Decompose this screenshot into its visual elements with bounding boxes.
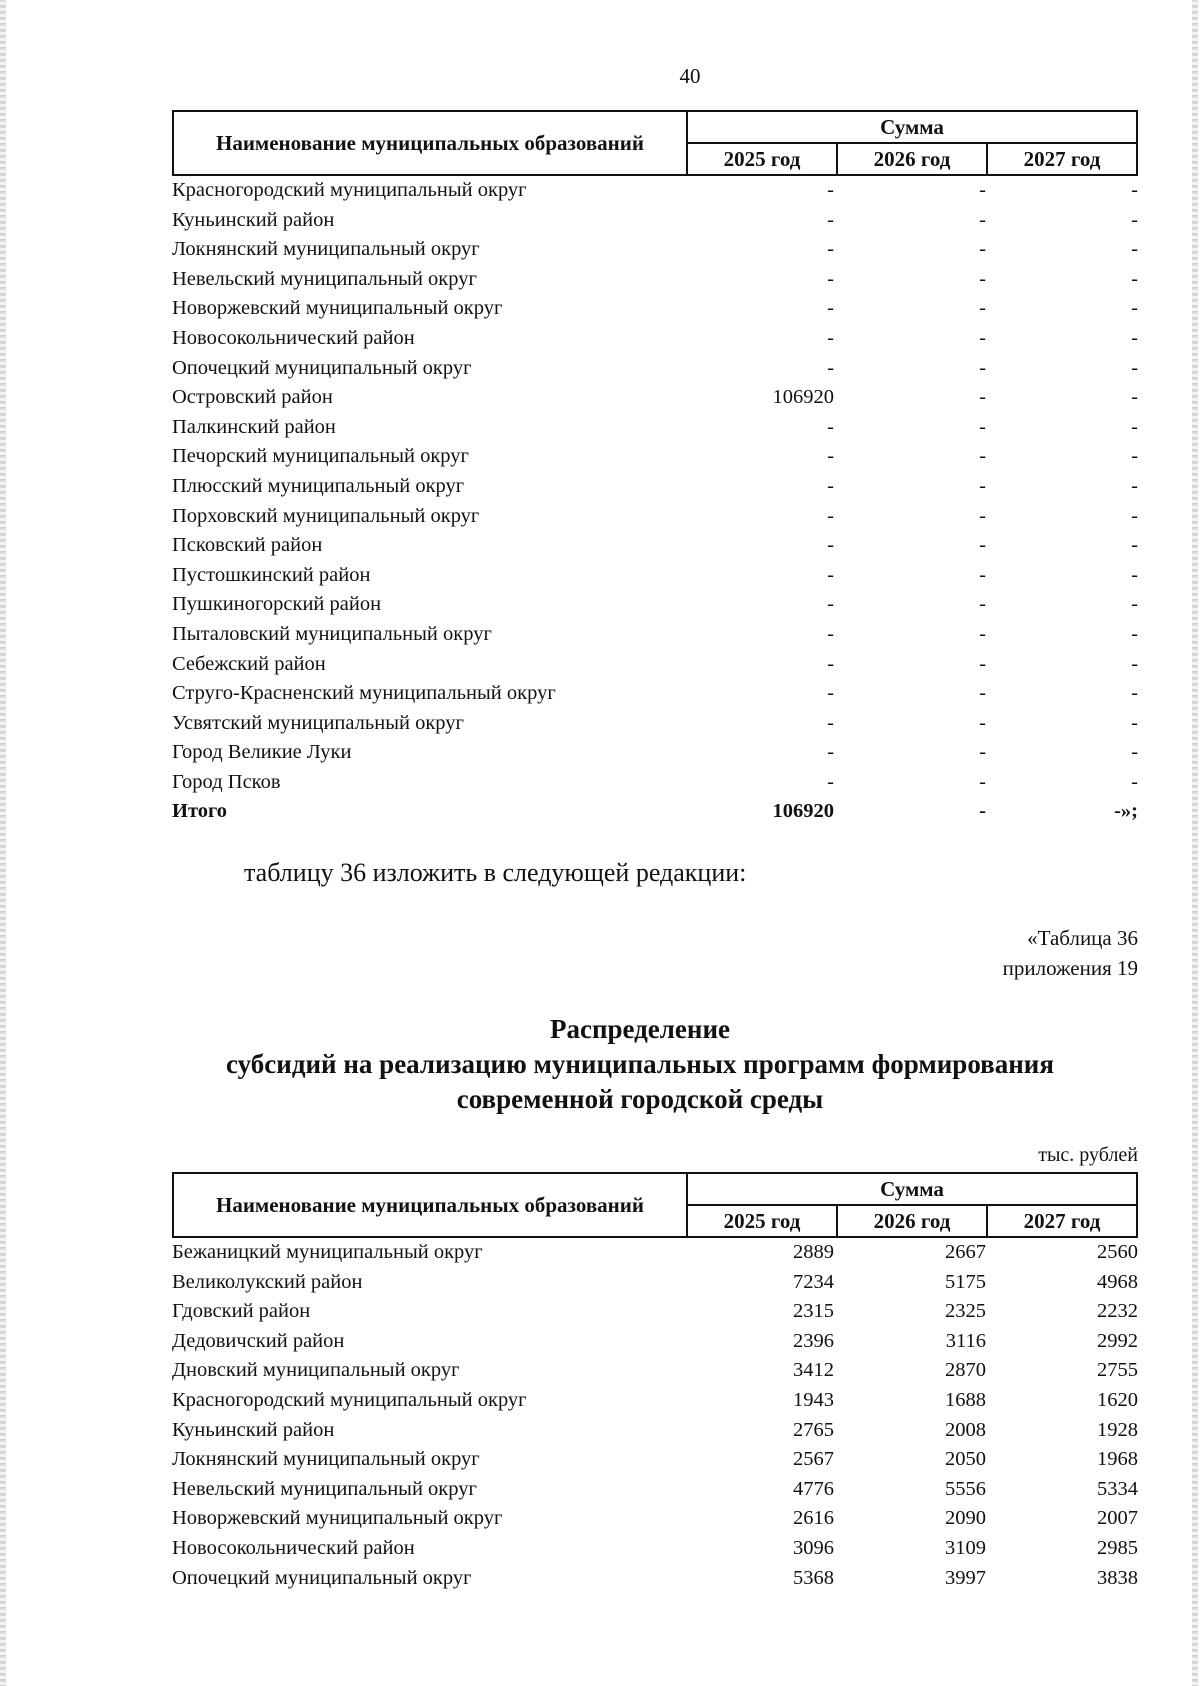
row-value-2027: - xyxy=(1131,356,1138,379)
row-value-2026: - xyxy=(979,474,986,497)
row-value-2026: 2090 xyxy=(945,1507,986,1530)
row-value-2027: - xyxy=(1131,297,1138,320)
total-2027: -»; xyxy=(1114,800,1138,823)
row-value-2027: 2992 xyxy=(1097,1329,1138,1352)
scan-edge-left xyxy=(0,0,6,1686)
row-value-2025: - xyxy=(827,326,834,349)
row-name: Невельский муниципальный округ xyxy=(172,267,477,290)
row-value-2025: 3412 xyxy=(793,1359,834,1382)
table-1-total-row xyxy=(172,797,1138,827)
header-years xyxy=(688,1206,1136,1236)
row-value-2027: - xyxy=(1131,386,1138,409)
row-name: Гдовский район xyxy=(172,1300,311,1323)
row-value-2027: 1928 xyxy=(1097,1418,1138,1441)
table-row xyxy=(172,383,1138,413)
row-value-2025: - xyxy=(827,563,834,586)
row-value-2025: 3096 xyxy=(793,1536,834,1559)
row-value-2027: 5334 xyxy=(1097,1477,1138,1500)
row-name: Себежский район xyxy=(172,652,326,675)
row-value-2026: - xyxy=(979,267,986,290)
table-row xyxy=(172,650,1138,680)
row-value-2027: - xyxy=(1131,445,1138,468)
row-name: Дедовичский район xyxy=(172,1329,345,1352)
row-name: Город Псков xyxy=(172,770,281,793)
row-value-2027: - xyxy=(1131,652,1138,675)
table-row xyxy=(172,1534,1138,1564)
row-value-2026: - xyxy=(979,386,986,409)
row-value-2025: - xyxy=(827,711,834,734)
row-value-2027: - xyxy=(1131,682,1138,705)
row-value-2025: - xyxy=(827,741,834,764)
row-name: Новосокольнический район xyxy=(172,1536,415,1559)
table-row xyxy=(172,472,1138,502)
row-value-2027: - xyxy=(1131,208,1138,231)
table-row xyxy=(172,176,1138,206)
row-value-2026: 2050 xyxy=(945,1448,986,1471)
row-value-2026: 3116 xyxy=(945,1329,986,1352)
row-value-2025: - xyxy=(827,445,834,468)
row-name: Струго-Красненский муниципальный округ xyxy=(172,682,556,705)
row-value-2026: - xyxy=(979,652,986,675)
table-2 xyxy=(172,1172,1138,1593)
table-row xyxy=(172,442,1138,472)
table-1 xyxy=(172,110,1138,827)
row-value-2025: - xyxy=(827,267,834,290)
row-value-2027: 1968 xyxy=(1097,1448,1138,1471)
table-row xyxy=(172,1268,1138,1298)
row-value-2027: - xyxy=(1131,267,1138,290)
row-name: Печорский муниципальный округ xyxy=(172,445,469,468)
row-value-2025: - xyxy=(827,297,834,320)
scan-edge-right xyxy=(1192,0,1198,1686)
row-value-2026: - xyxy=(979,415,986,438)
row-name: Новоржевский муниципальный округ xyxy=(172,1507,503,1530)
row-value-2026: - xyxy=(979,356,986,379)
row-value-2027: 2007 xyxy=(1097,1507,1138,1530)
row-value-2027: - xyxy=(1131,474,1138,497)
row-value-2027: - xyxy=(1131,326,1138,349)
row-value-2025: 2889 xyxy=(793,1241,834,1263)
row-value-2025: - xyxy=(827,534,834,557)
table-row xyxy=(172,590,1138,620)
row-value-2026: - xyxy=(979,297,986,320)
row-value-2026: 2667 xyxy=(945,1241,986,1263)
row-value-2026: - xyxy=(979,208,986,231)
row-value-2027: 4968 xyxy=(1097,1270,1138,1293)
header-name-column: Наименование муниципальных образований xyxy=(174,112,688,174)
row-value-2025: 5368 xyxy=(793,1566,834,1589)
row-value-2025: 4776 xyxy=(793,1477,834,1500)
row-value-2027: - xyxy=(1131,770,1138,793)
table-row xyxy=(172,1297,1138,1327)
row-value-2026: 5175 xyxy=(945,1270,986,1293)
row-value-2026: - xyxy=(979,445,986,468)
row-name: Куньинский район xyxy=(172,208,335,231)
row-name: Пустошкинский район xyxy=(172,563,371,586)
row-name: Палкинский район xyxy=(172,415,336,438)
header-sum-column: Сумма xyxy=(688,1174,1136,1206)
row-value-2026: 2870 xyxy=(945,1359,986,1382)
table-row xyxy=(172,531,1138,561)
row-value-2026: - xyxy=(979,179,986,201)
table-ref-line2: приложения 19 xyxy=(1002,956,1138,980)
row-value-2025: - xyxy=(827,415,834,438)
row-name: Пыталовский муниципальный округ xyxy=(172,622,492,645)
table-row xyxy=(172,709,1138,739)
total-2026: - xyxy=(979,800,986,823)
table-row xyxy=(172,768,1138,798)
row-value-2027: 2985 xyxy=(1097,1536,1138,1559)
row-value-2027: - xyxy=(1131,711,1138,734)
row-value-2026: 2008 xyxy=(945,1418,986,1441)
row-name: Новоржевский муниципальный округ xyxy=(172,297,503,320)
row-value-2025: - xyxy=(827,652,834,675)
table-1-header xyxy=(172,110,1138,176)
row-value-2026: 1688 xyxy=(945,1388,986,1411)
table-row xyxy=(172,1475,1138,1505)
row-value-2027: - xyxy=(1131,534,1138,557)
row-value-2026: - xyxy=(979,563,986,586)
row-value-2025: - xyxy=(827,356,834,379)
table-row xyxy=(172,1564,1138,1594)
row-value-2025: 2315 xyxy=(793,1300,834,1323)
total-2025: 106920 xyxy=(772,800,834,823)
row-name: Опочецкий муниципальный округ xyxy=(172,356,472,379)
row-value-2025: - xyxy=(827,682,834,705)
row-value-2026: 3997 xyxy=(945,1566,986,1589)
row-value-2027: - xyxy=(1131,415,1138,438)
row-name: Дновский муниципальный округ xyxy=(172,1359,460,1382)
row-value-2025: - xyxy=(827,474,834,497)
header-year-2027: 2027 год xyxy=(1023,1208,1101,1233)
row-value-2027: - xyxy=(1131,622,1138,645)
row-value-2026: - xyxy=(979,770,986,793)
row-name: Красногородский муниципальный округ xyxy=(172,179,527,201)
table-ref-line1: «Таблица 36 xyxy=(1027,926,1138,950)
row-value-2027: 2755 xyxy=(1097,1359,1138,1382)
row-value-2026: - xyxy=(979,593,986,616)
table-row xyxy=(172,738,1138,768)
header-year-2026: 2026 год xyxy=(838,144,988,174)
header-years xyxy=(688,144,1136,174)
row-name: Бежаницкий муниципальный округ xyxy=(172,1241,483,1263)
row-value-2026: - xyxy=(979,534,986,557)
row-value-2027: - xyxy=(1131,563,1138,586)
row-value-2027: - xyxy=(1131,238,1138,261)
row-value-2027: 3838 xyxy=(1097,1566,1138,1589)
row-value-2026: - xyxy=(979,622,986,645)
row-name: Псковский район xyxy=(172,534,323,557)
row-name: Великолукский район xyxy=(172,1270,363,1293)
table-row xyxy=(172,354,1138,384)
row-value-2027: - xyxy=(1131,179,1138,201)
row-name: Новосокольнический район xyxy=(172,326,415,349)
row-name: Локнянский муниципальный округ xyxy=(172,1448,480,1471)
table-row xyxy=(172,502,1138,532)
row-value-2025: 2567 xyxy=(793,1448,834,1471)
table-row xyxy=(172,235,1138,265)
row-value-2025: - xyxy=(827,504,834,527)
row-value-2025: - xyxy=(827,208,834,231)
row-value-2025: - xyxy=(827,770,834,793)
row-value-2027: 1620 xyxy=(1097,1388,1138,1411)
row-name: Красногородский муниципальный округ xyxy=(172,1388,527,1411)
title-line2: субсидий на реализацию муниципальных программ формирования xyxy=(226,1049,1054,1079)
row-value-2026: 2325 xyxy=(945,1300,986,1323)
row-value-2027: - xyxy=(1131,504,1138,527)
total-label: Итого xyxy=(172,800,228,823)
row-value-2026: 3109 xyxy=(945,1536,986,1559)
table-row xyxy=(172,294,1138,324)
table-row xyxy=(172,1416,1138,1446)
unit-label: тыс. рублей xyxy=(1038,1144,1138,1166)
row-name: Опочецкий муниципальный округ xyxy=(172,1566,472,1589)
table-row xyxy=(172,206,1138,236)
row-name: Невельский муниципальный округ xyxy=(172,1477,477,1500)
header-year-2025: 2025 год xyxy=(688,144,838,174)
row-name: Островский район xyxy=(172,386,333,409)
row-name: Усвятский муниципальный округ xyxy=(172,711,464,734)
table-row xyxy=(172,561,1138,591)
table-row xyxy=(172,1386,1138,1416)
header-name-column: Наименование муниципальных образований xyxy=(174,1174,688,1236)
table-row xyxy=(172,1356,1138,1386)
row-value-2027: 2560 xyxy=(1097,1241,1138,1263)
row-name: Куньинский район xyxy=(172,1418,335,1441)
row-value-2027: - xyxy=(1131,593,1138,616)
title-line3: современной городской среды xyxy=(456,1084,824,1114)
row-value-2026: - xyxy=(979,238,986,261)
table-2-header xyxy=(172,1172,1138,1238)
row-value-2025: - xyxy=(827,238,834,261)
row-name: Город Великие Луки xyxy=(172,741,352,764)
row-name: Пушкиногорский район xyxy=(172,593,382,616)
row-value-2025: 2396 xyxy=(793,1329,834,1352)
table-row xyxy=(172,679,1138,709)
row-value-2026: - xyxy=(979,504,986,527)
row-value-2025: - xyxy=(827,622,834,645)
table-row xyxy=(172,1504,1138,1534)
row-value-2025: 7234 xyxy=(793,1270,834,1293)
table-row xyxy=(172,620,1138,650)
table-row xyxy=(172,1327,1138,1357)
header-year-2027: 2027 год xyxy=(1023,146,1101,171)
table-row xyxy=(172,413,1138,443)
table-2-body xyxy=(172,1238,1138,1593)
header-year-2026: 2026 год xyxy=(838,1206,988,1236)
row-name: Плюсский муниципальный округ xyxy=(172,474,465,497)
row-name: Порховский муниципальный округ xyxy=(172,504,480,527)
row-value-2025: 2765 xyxy=(793,1418,834,1441)
row-value-2025: 1943 xyxy=(793,1388,834,1411)
amendment-intro-text: таблицу 36 изложить в следующей редакции: xyxy=(244,858,747,887)
table-row xyxy=(172,265,1138,295)
row-value-2025: 2616 xyxy=(793,1507,834,1530)
table-row xyxy=(172,324,1138,354)
row-value-2027: - xyxy=(1131,741,1138,764)
row-value-2026: - xyxy=(979,682,986,705)
row-value-2026: - xyxy=(979,741,986,764)
row-name: Локнянский муниципальный округ xyxy=(172,238,480,261)
table-row xyxy=(172,1238,1138,1268)
row-value-2026: 5556 xyxy=(945,1477,986,1500)
table-row xyxy=(172,1445,1138,1475)
row-value-2025: 106920 xyxy=(772,386,834,409)
header-sum-column: Сумма xyxy=(688,112,1136,144)
row-value-2026: - xyxy=(979,326,986,349)
row-value-2025: - xyxy=(827,593,834,616)
row-value-2025: - xyxy=(827,179,834,201)
row-value-2027: 2232 xyxy=(1097,1300,1138,1323)
table-1-body xyxy=(172,176,1138,797)
page-number: 40 xyxy=(679,64,701,88)
header-year-2025: 2025 год xyxy=(688,1206,838,1236)
row-value-2026: - xyxy=(979,711,986,734)
title-line1: Распределение xyxy=(549,1014,731,1044)
